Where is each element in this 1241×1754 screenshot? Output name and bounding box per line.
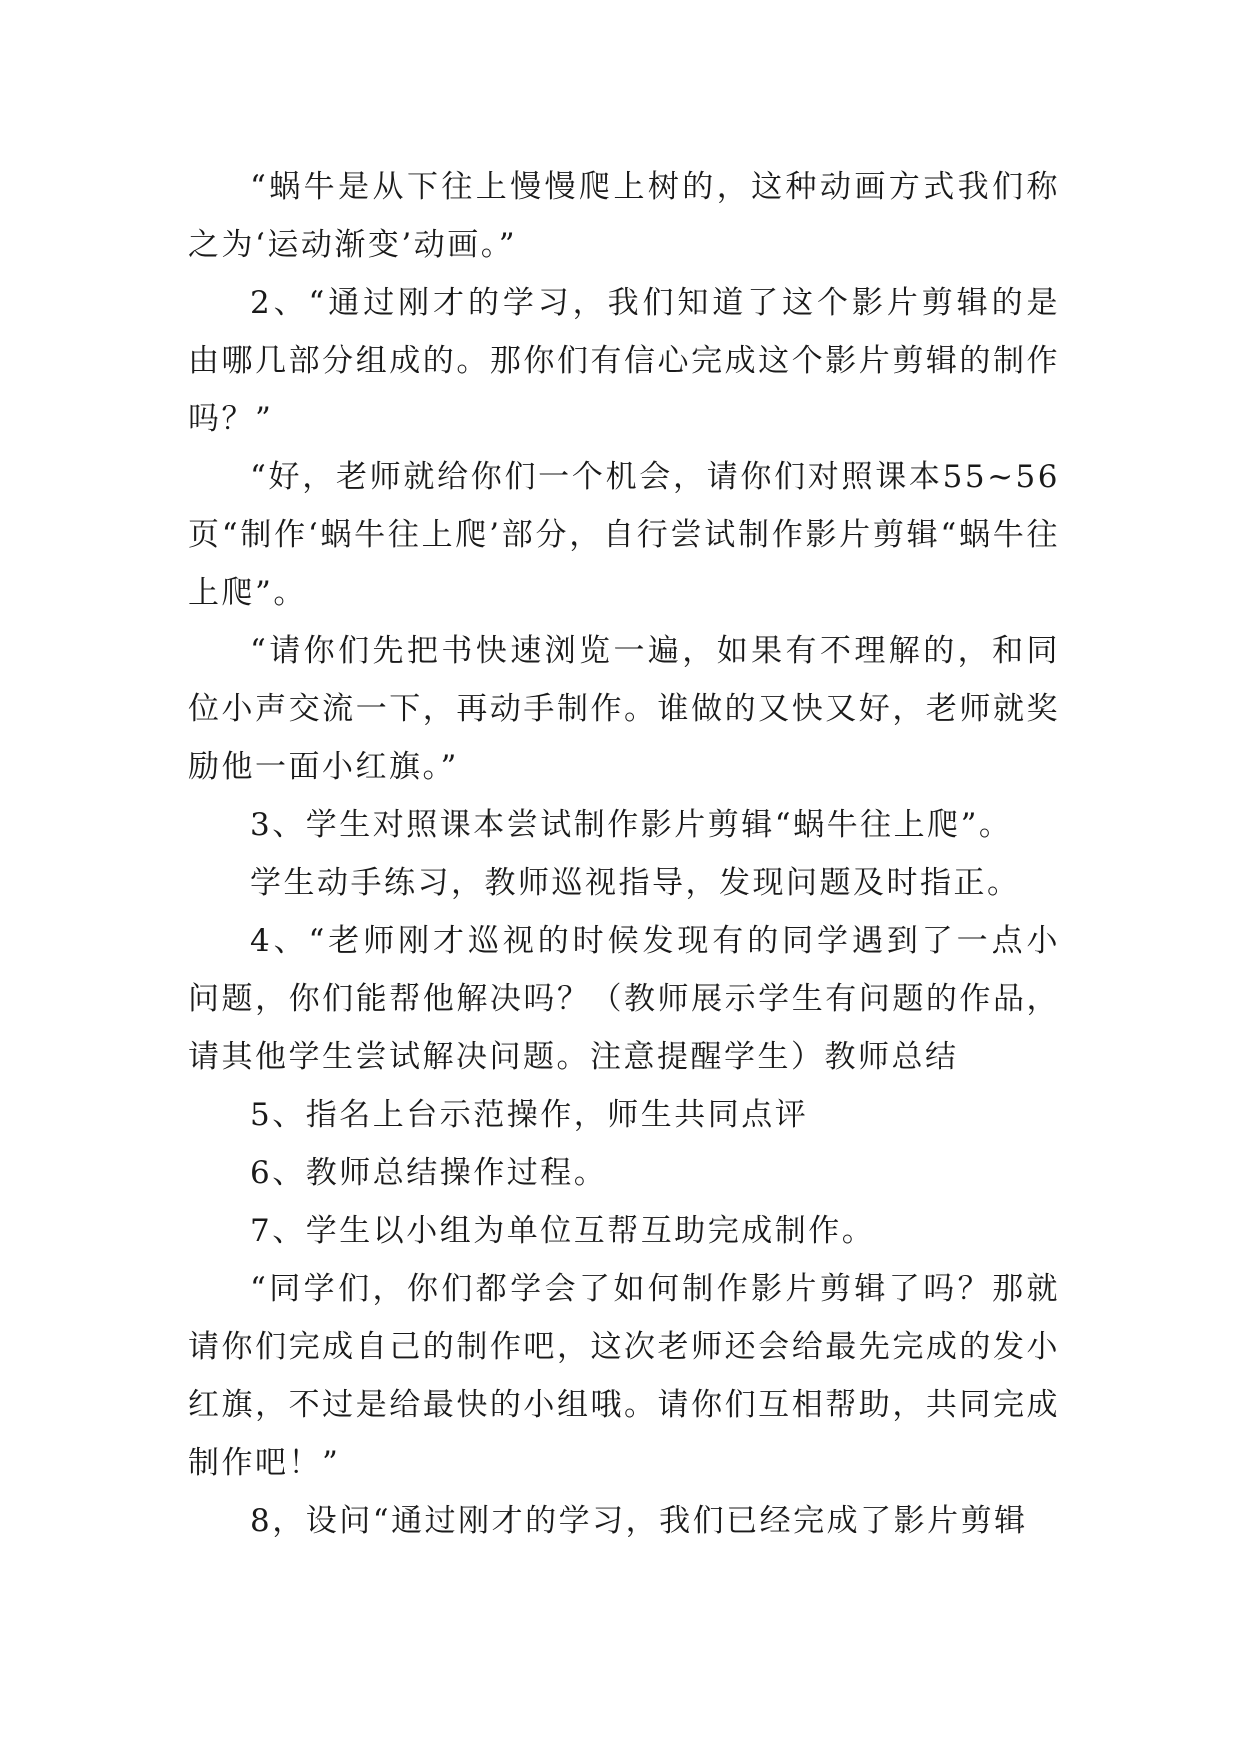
document-body <box>188 158 1060 1550</box>
paragraph-4: “请你们先把书快速浏览一遍，如果有不理解的，和同位小声交流一下，再动手制作。谁做的又快又好，老师就奖励他一面小红旗。” <box>188 633 1060 785</box>
paragraph-11: “同学们，你们都学会了如何制作影片剪辑了吗？那就请你们完成自己的制作吧，这次老师还会给最先完成的发小红旗，不过是给最快的小组哦。请你们互相帮助，共同完成制作吧！” <box>188 1271 1060 1481</box>
paragraph-9: 6、教师总结操作过程。 <box>250 1155 608 1191</box>
paragraph-1: “蜗牛是从下往上慢慢爬上树的，这种动画方式我们称之为‘运动渐变’动画。” <box>188 169 1060 263</box>
paragraph-5: 3、学生对照课本尝试制作影片剪辑“蜗牛往上爬”。 <box>250 807 1013 843</box>
paragraph-2: 2、“通过刚才的学习，我们知道了这个影片剪辑的是由哪几部分组成的。那你们有信心完成这个影片剪辑的制作吗？” <box>188 285 1060 437</box>
paragraph-10: 7、学生以小组为单位互帮互助完成制作。 <box>250 1213 876 1249</box>
paragraph-7: 4、“老师刚才巡视的时候发现有的同学遇到了一点小问题，你们能帮他解决吗？（教师展示学生有问题的作品，请其他学生尝试解决问题。注意提醒学生）教师总结 <box>188 923 1060 1075</box>
paragraph-12: 8，设问“通过刚才的学习，我们已经完成了影片剪辑 <box>250 1503 1028 1539</box>
paragraph-6: 学生动手练习，教师巡视指导，发现问题及时指正。 <box>250 865 1021 901</box>
paragraph-8: 5、指名上台示范操作，师生共同点评 <box>250 1097 809 1133</box>
paragraph-3: “好，老师就给你们一个机会，请你们对照课本55~56页“制作‘蜗牛往上爬’部分，自行尝试制作影片剪辑“蜗牛往上爬”。 <box>188 459 1060 611</box>
